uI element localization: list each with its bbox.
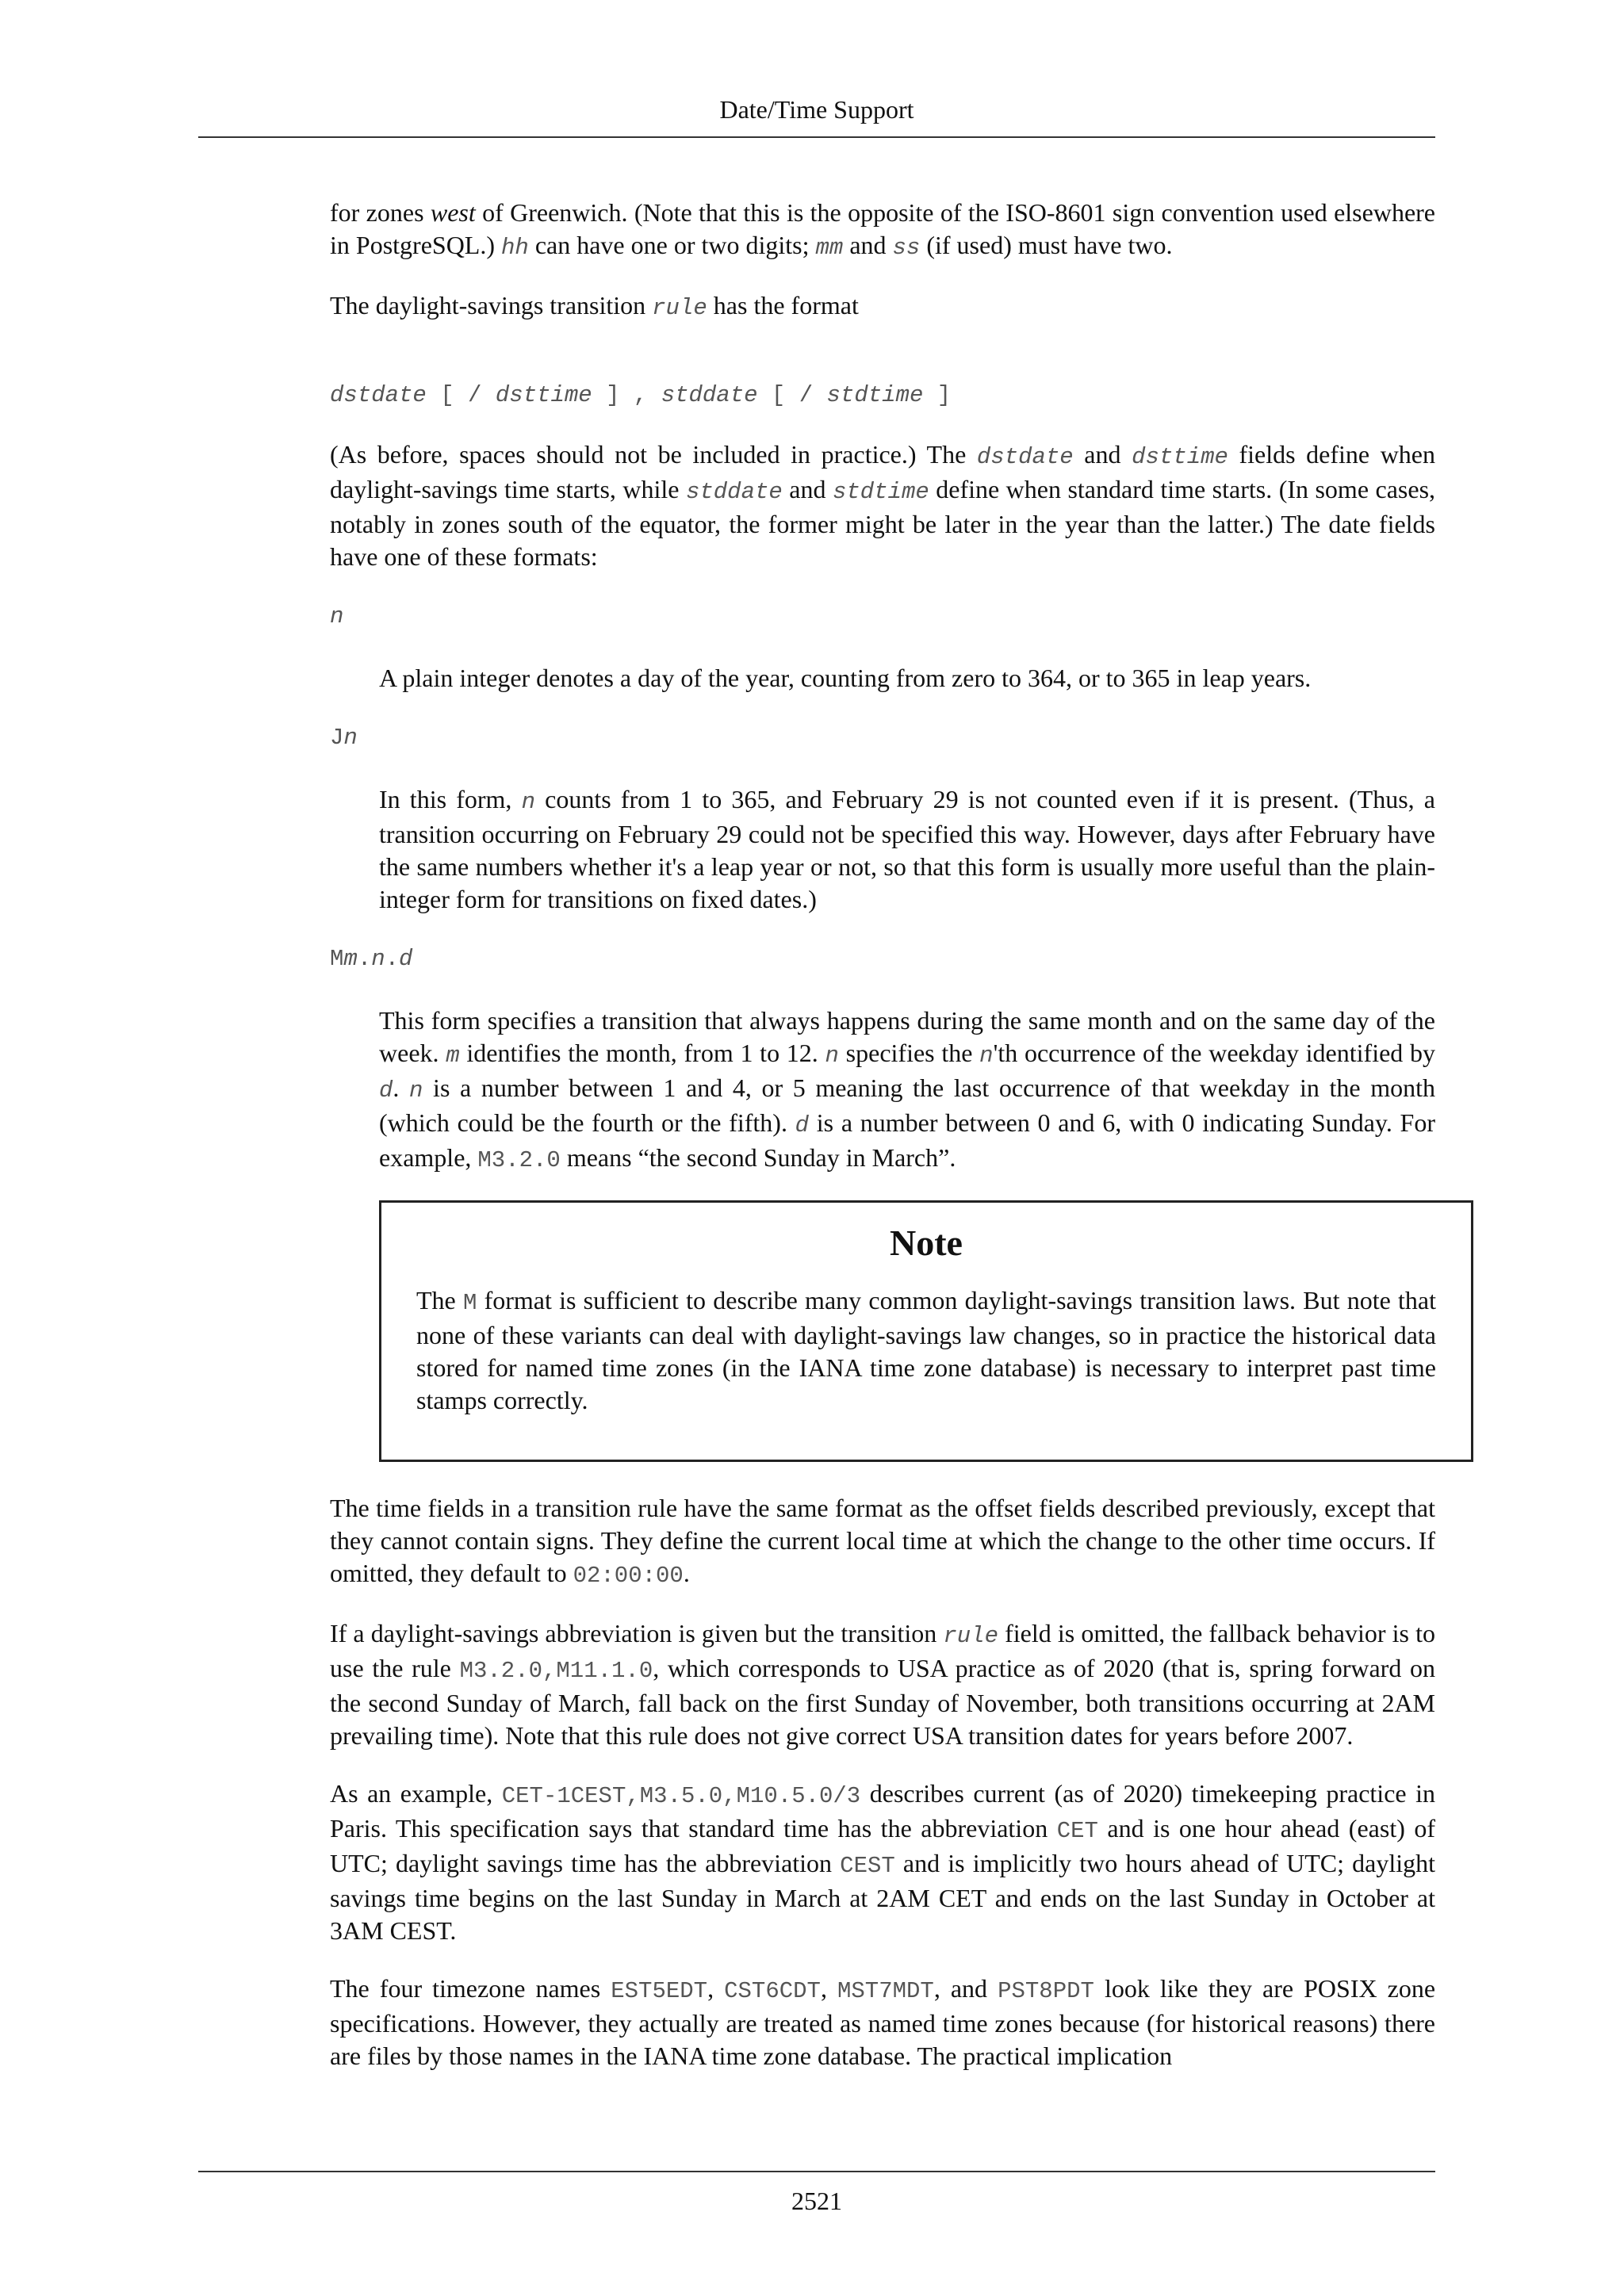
code-fallback-rule: M3.2.0,M11.1.0 — [459, 1658, 653, 1684]
text: field is omitted, the fallback behavior is to use the rule — [330, 1619, 1436, 1682]
text: means “the second Sunday in March”. — [560, 1143, 956, 1172]
code-rule: rule — [943, 1623, 998, 1649]
text: If a daylight-savings abbreviation is given but the transition — [330, 1619, 944, 1647]
term-label: n — [371, 946, 385, 972]
term-label: d — [399, 946, 413, 972]
code-punct: [ / — [426, 382, 496, 408]
term-label: . — [385, 946, 400, 972]
text: is a number between 0 and 6, with 0 indicating Sunday. For example, — [379, 1108, 1435, 1172]
code-dstdate: dstdate — [976, 444, 1074, 470]
code-pst8pdt: PST8PDT — [998, 1978, 1094, 2004]
text: of Greenwich. (Note that this is the opposite of the ISO-8601 sign convention used elsewhere in PostgreSQL.) — [330, 198, 1436, 259]
text: identifies the month, from 1 to 12. — [459, 1039, 825, 1067]
paragraph-time-fields — [330, 1492, 1435, 1592]
code-est5edt: EST5EDT — [611, 1978, 708, 2004]
term-label: J — [330, 725, 344, 751]
text: and — [782, 475, 833, 503]
paragraph-date-fields — [330, 438, 1435, 573]
code-cet: CET — [1056, 1818, 1098, 1844]
text: In this form, — [379, 785, 522, 813]
term-n — [330, 600, 1435, 635]
text: The time fields in a transition rule have the same format as the offset fields described previously, except that they cannot contain signs. They define the current local time at which the change to the other time occurs. If omitted, they default to — [330, 1494, 1435, 1587]
term-n-description: A plain integer denotes a day of the year, counting from zero to 364, or to 365 in leap years. — [379, 664, 1312, 692]
code-punct: ] — [923, 382, 952, 408]
text: (if used) must have two. — [920, 231, 1173, 259]
paragraph-sign-convention — [330, 197, 1435, 264]
header-rule — [198, 136, 1435, 138]
code-n: n — [409, 1077, 423, 1104]
code-ss: ss — [892, 235, 921, 261]
text: and — [1073, 440, 1132, 469]
text: counts from 1 to 365, and February 29 is not counted even if it is present. (Thus, a transition occurring on February 29 could not be specified this way. However, days after February have the same numbers whether it's a leap year or not, so that this form is usually more useful than the plain-integer form for transitions on fixed dates.) — [379, 785, 1436, 913]
page-body — [330, 197, 1435, 2072]
running-header: Date/Time Support — [719, 95, 914, 124]
text: . — [393, 1073, 410, 1102]
code-punct: ] , — [592, 382, 661, 408]
text: 'th occurrence of the weekday identified by — [993, 1039, 1436, 1067]
code-stddate: stddate — [661, 382, 758, 408]
paragraph-paris-example — [330, 1777, 1435, 1947]
code-n: n — [979, 1043, 994, 1069]
paragraph-timezone-names — [330, 1973, 1435, 2072]
text: and is one hour ahead (east) of UTC; daylight savings time has the abbreviation — [330, 1814, 1436, 1877]
term-label: . — [357, 946, 372, 972]
code-stdtime: stdtime — [826, 382, 924, 408]
text: The four timezone names — [330, 1974, 611, 2003]
code-d: d — [379, 1077, 393, 1104]
code-m: M — [462, 1290, 477, 1316]
term-label: m — [343, 946, 358, 972]
text: The — [416, 1286, 463, 1314]
text: , which corresponds to USA practice as of 2020 (that is, spring forward on the second Sunday of March, fall back on the first Sunday of November, both transitions occurring at 2AM prevailing time). Note that this rule does not give correct USA transition dates for years before 2007. — [330, 1654, 1436, 1750]
text: The daylight-savings transition — [330, 291, 653, 320]
text: , — [707, 1974, 725, 2003]
term-label: M — [330, 946, 344, 972]
code-paris-spec: CET-1CEST,M3.5.0,M10.5.0/3 — [501, 1783, 861, 1809]
text: As an example, — [330, 1779, 502, 1808]
text: (As before, spaces should not be included in practice.) The — [330, 440, 977, 469]
code-hh: hh — [501, 235, 529, 261]
text: format is sufficient to describe many common daylight-savings transition laws. But note that none of these variants can deal with daylight-savings law changes, so in practice the historical data stored for named time zones (in the IANA time zone database) is necessary to interpret past time stamps correctly. — [416, 1286, 1437, 1414]
text: describes current (as of 2020) timekeeping practice in Paris. This specification says that standard time has the abbreviation — [330, 1779, 1436, 1843]
emphasis: west — [430, 198, 476, 227]
term-jn — [330, 721, 1435, 756]
text: look like they are POSIX zone specifications. However, they actually are treated as named time zones because (for historical reasons) there are files by those names in the IANA time zone database. The practical implication — [330, 1974, 1436, 2070]
term-mnd-description — [379, 1004, 1435, 1177]
text: and is implicitly two hours ahead of UTC; daylight savings time begins on the last Sunday in March at 2AM CET and ends on the last Sunday in October at 3AM CEST. — [330, 1849, 1436, 1945]
note-title: Note — [890, 1223, 963, 1263]
code-cest: CEST — [840, 1853, 895, 1879]
code-default-time: 02:00:00 — [573, 1563, 684, 1589]
text: specifies the — [838, 1039, 980, 1067]
text: . — [683, 1559, 690, 1587]
text: fields define when daylight-savings time starts, while — [330, 440, 1436, 503]
footer-rule — [198, 2171, 1435, 2172]
term-label: n — [343, 725, 358, 751]
paragraph-rule-format — [330, 289, 1435, 324]
text: has the format — [707, 291, 859, 320]
code-example: M3.2.0 — [477, 1147, 561, 1173]
term-label: n — [330, 603, 344, 629]
code-dsttime: dsttime — [1132, 444, 1228, 470]
code-cst6cdt: CST6CDT — [724, 1978, 821, 2004]
note-text — [416, 1284, 1436, 1417]
text: , — [820, 1974, 837, 2003]
code-punct: [ / — [757, 382, 827, 408]
code-dstdate: dstdate — [330, 382, 427, 408]
paragraph-fallback-rule — [330, 1617, 1435, 1752]
code-dsttime: dsttime — [495, 382, 592, 408]
text: and — [843, 231, 893, 259]
text: is a number between 1 and 4, or 5 meaning the last occurrence of that weekday in the month (which could be the fourth or the fifth). — [379, 1073, 1436, 1137]
code-mm: mm — [815, 235, 844, 261]
note-box — [379, 1200, 1473, 1462]
text: , and — [933, 1974, 998, 2003]
code-n: n — [521, 789, 535, 815]
rule-format-code — [330, 377, 1435, 411]
text: for zones — [330, 198, 431, 227]
term-mnd — [330, 943, 1435, 978]
code-rule: rule — [652, 295, 707, 321]
code-stdtime: stdtime — [832, 479, 929, 505]
page-number: 2521 — [791, 2187, 842, 2215]
code-mst7mdt: MST7MDT — [837, 1978, 934, 2004]
text: This form specifies a transition that always happens during the same month and on the same day of the week. — [379, 1006, 1435, 1067]
code-n: n — [825, 1043, 839, 1069]
code-m: m — [446, 1043, 460, 1069]
code-stddate: stddate — [685, 479, 783, 505]
text: define when standard time starts. (In some cases, notably in zones south of the equator, the former might be later in the year than the latter.) The date fields have one of these formats: — [330, 475, 1436, 571]
text: can have one or two digits; — [528, 231, 816, 259]
term-jn-description — [379, 783, 1435, 916]
code-d: d — [795, 1112, 810, 1138]
